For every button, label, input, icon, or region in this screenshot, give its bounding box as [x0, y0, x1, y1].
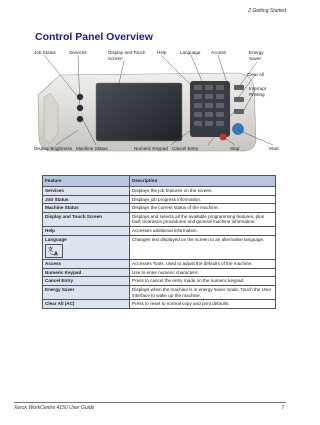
label-services: Services [69, 50, 87, 55]
feature-cell: Energy Saver [43, 285, 130, 299]
label-energy-saver-line2: Saver [249, 56, 262, 61]
label-interrupt-line2: Printing [249, 92, 265, 97]
label-language: Language [180, 50, 201, 55]
label-stop: Stop [230, 146, 240, 151]
description-cell: Press to cancel the entry made on the numeric keypad. [130, 277, 276, 286]
label-access: Access [211, 50, 226, 55]
label-energy-saver-line1: Energy [249, 50, 264, 55]
control-panel-illustration [30, 45, 270, 160]
table-row [43, 204, 276, 213]
description-cell: Displays and selects all the available programming features, plus fault clearance procedures and general machine information. [130, 212, 276, 226]
feature-table [42, 175, 276, 309]
feature-cell: Help [43, 226, 130, 235]
table-row [43, 268, 276, 277]
page-header: 2 Getting Started [248, 8, 286, 14]
description-cell: Displays job progress information. [130, 195, 276, 204]
description-cell: Displays the current status of the machine. [130, 204, 276, 213]
footer-document-title: Xerox WorkCentre 4150 User Guide [14, 405, 95, 411]
feature-cell: Services [43, 187, 130, 196]
table-header-row [43, 176, 276, 187]
label-interrupt-line1: Interrupt [249, 86, 267, 91]
feature-cell: Display and Touch Screen [43, 212, 130, 226]
table-row [43, 212, 276, 226]
description-cell: Accesses additional information. [130, 226, 276, 235]
label-display-touch-screen-line2: Screen [108, 56, 123, 61]
table-row [43, 195, 276, 204]
page-title: Control Panel Overview [35, 31, 153, 43]
feature-label: Language [45, 236, 67, 242]
label-display-touch-screen-line1: Display and Touch [108, 50, 146, 55]
feature-cell: Job Status [43, 195, 130, 204]
description-cell: Accesses Tools, used to adjust the defaults of the machine. [130, 260, 276, 269]
feature-cell: Access [43, 260, 130, 269]
column-header-feature: Feature [43, 176, 130, 187]
label-display-brightness: Display Brightness [34, 146, 73, 151]
label-numeric-keypad: Numeric Keypad [134, 146, 168, 151]
description-cell: Displays the job features on the screen. [130, 187, 276, 196]
label-job-status: Job Status [34, 50, 56, 55]
description-cell: Press to reset to normal copy and print defaults. [130, 300, 276, 309]
table-row [43, 226, 276, 235]
table-row [43, 260, 276, 269]
feature-cell: Cancel Entry [43, 277, 130, 286]
svg-text:A: A [54, 251, 58, 258]
feature-cell: Clear All (AC) [43, 300, 130, 309]
description-cell: Changes text displayed on the screen to an alternative language. [130, 235, 276, 260]
column-header-description: Description [130, 176, 276, 187]
label-start: Start [269, 146, 279, 151]
label-help: Help [157, 50, 167, 55]
label-clear-all: Clear All [247, 72, 265, 77]
description-cell: Use to enter numeric characters. [130, 268, 276, 277]
label-machine-status: Machine Status [76, 146, 108, 151]
table-row [43, 235, 276, 260]
label-cancel-entry: Cancel Entry [172, 146, 199, 151]
table-row [43, 187, 276, 196]
language-icon [45, 244, 63, 258]
feature-cell-language [43, 235, 130, 260]
table-row [43, 300, 276, 309]
svg-text:文: 文 [48, 247, 54, 254]
footer-divider [14, 402, 286, 403]
feature-cell: Numeric Keypad [43, 268, 130, 277]
description-cell: Displays when the machine is in energy saver mode. Touch the User Interface to wake up the machine. [130, 285, 276, 299]
table-row [43, 285, 276, 299]
feature-cell: Machine Status [43, 204, 130, 213]
footer-page-number: 7 [281, 405, 284, 411]
table-row [43, 277, 276, 286]
